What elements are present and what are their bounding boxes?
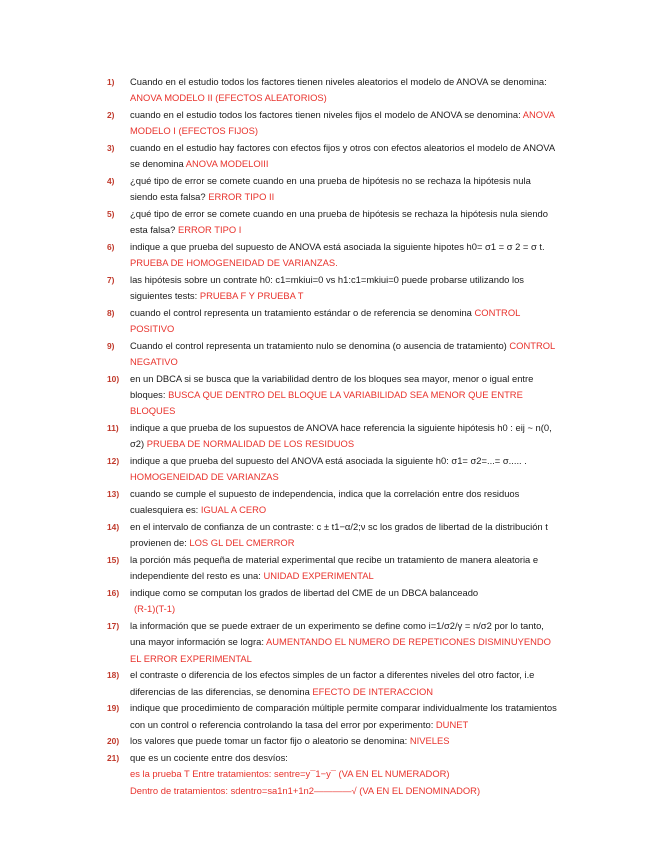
item-number: 9) [107, 341, 115, 351]
answer-text: PRUEBA DE NORMALIDAD DE LOS RESIDUOS [146, 438, 355, 450]
item-number: 16) [107, 588, 120, 599]
question-text: ¿qué tipo de error se comete cuando en una prueba de hipótesis se rechaza la hipótesis nula siendo esta falsa? [130, 208, 548, 236]
question-text: el contraste o diferencia de los efectos simples de un factor a diferentes niveles del otro factor, i.e diferencias de las diferencias, se denomina [130, 669, 535, 697]
answer-text: PRUEBA F Y PRUEBA T [199, 290, 304, 302]
answer-text: AUMENTANDO EL NUMERO DE REPETICONES DISMINUYENDO EL ERROR EXPERIMENTAL [130, 636, 551, 664]
list-item [107, 74, 557, 106]
question-text: indique a que prueba del supuesto de ANOVA está asociada la siguiente hipotes h0= σ1 = σ 2 = σ t. [130, 241, 545, 252]
question-text: la información que se puede extraer de un experimento se define como i=1/σ2/γ = n/σ2 por lo tanto, una mayor información se logra: [130, 620, 544, 648]
list-item [107, 206, 557, 238]
answer-text: UNIDAD EXPERIMENTAL [263, 570, 374, 582]
answer-text: ERROR TIPO I [177, 224, 242, 236]
question-text: Cuando en el estudio todos los factores tienen niveles aleatorios el modelo de ANOVA se denomina: [130, 76, 547, 87]
answer-text: NIVELES [409, 735, 450, 747]
list-item [107, 667, 557, 699]
question-text: cuando el control representa un tratamiento estándar o de referencia se denomina [130, 307, 475, 318]
question-text: indique como se computan los grados de libertad del CME de un DBCA balanceado [130, 587, 479, 599]
list-item [107, 239, 557, 271]
question-list [107, 74, 557, 799]
item-number: 19) [107, 703, 120, 714]
list-item [107, 338, 557, 370]
list-item [107, 618, 557, 667]
item-number: 1) [107, 77, 115, 87]
answer-text: IGUAL A CERO [200, 504, 267, 516]
question-text: los valores que puede tomar un factor fijo o aleatorio se denomina: [130, 735, 410, 747]
list-item [107, 140, 557, 172]
item-number: 6) [107, 242, 115, 252]
question-text: cuando en el estudio todos los factores tienen niveles fijos el modelo de ANOVA se denomina: [130, 109, 523, 120]
question-text: cuando se cumple el supuesto de independencia, indica que la correlación entre dos residuos cualesquiera es: [130, 488, 520, 516]
question-text: en un DBCA si se busca que la variabilidad dentro de los bloques sea mayor, menor o igual entre bloques: [130, 373, 534, 401]
list-item [107, 486, 557, 518]
answer-text: EFECTO DE INTERACCION [312, 685, 434, 697]
list-item [107, 750, 557, 799]
answer-text: BUSCA QUE DENTRO DEL BLOQUE LA VARIABILIDAD SEA MENOR QUE ENTRE BLOQUES [130, 389, 523, 417]
item-number: 13) [107, 489, 120, 500]
item-number: 18) [107, 670, 120, 681]
item-number: 15) [107, 555, 120, 566]
item-number: 12) [107, 456, 120, 467]
list-item [107, 107, 557, 139]
question-text: indique a que prueba del supuesto del ANOVA está asociada la siguiente h0: σ1= σ2=...= σ..... . [130, 455, 527, 467]
item-number: 20) [107, 736, 120, 747]
question-text: indique que procedimiento de comparación múltiple permite comparar individualmente los tratamientos con un control o referencia controlando la tasa del error por experimento: [130, 702, 557, 730]
answer-text: ANOVA MODELOIII [185, 158, 269, 170]
answer-text: es la prueba T Entre tratamientos: sentre=y¯1−y¯ (VA EN EL NUMERADOR) [130, 768, 450, 780]
list-item [107, 305, 557, 337]
question-text: Cuando el control representa un tratamiento nulo se denomina (o ausencia de tratamiento) [130, 340, 510, 351]
answer-text: ERROR TIPO II [208, 191, 275, 203]
question-text: ¿qué tipo de error se comete cuando en una prueba de hipótesis no se rechaza la hipótesis nula siendo esta falsa? [130, 175, 531, 203]
list-item [107, 453, 557, 485]
list-item [107, 585, 557, 617]
answer-text [130, 601, 557, 617]
list-item [107, 700, 557, 732]
answer-text: HOMOGENEIDAD DE VARIANZAS [130, 471, 279, 483]
list-item [107, 173, 557, 205]
list-item [107, 371, 557, 420]
item-number: 21) [107, 753, 120, 764]
list-item [107, 733, 557, 749]
item-number: 11) [107, 423, 119, 434]
list-item [107, 272, 557, 304]
question-text: en el intervalo de confianza de un contraste: c ± t1−α/2;ν sc los grados de libertad de la distribución t provienen de: [130, 521, 548, 549]
list-item [107, 552, 557, 584]
list-item [107, 420, 557, 452]
answer-text: ANOVA MODELO I (EFECTOS FIJOS) [130, 109, 555, 137]
list-item [107, 519, 557, 551]
answer-text: ANOVA MODELO II (EFECTOS ALEATORIOS) [130, 92, 327, 104]
answer-text: DUNET [435, 718, 469, 730]
item-number: 4) [107, 176, 115, 186]
answer-value: (R-1)(T-1) [134, 603, 176, 615]
question-text: las hipótesis sobre un contrate h0: c1=mkiui=0 vs h1:c1=mkiui=0 puede probarse utilizando los siguientes tests: [130, 274, 524, 302]
answer-text: PRUEBA DE HOMOGENEIDAD DE VARIANZAS. [130, 257, 338, 269]
answer-text: CONTROL NEGATIVO [130, 340, 555, 368]
item-number: 2) [107, 110, 115, 120]
question-text: la porción más pequeña de material experimental que recibe un tratamiento de manera aleatoria e independiente del resto es una: [130, 554, 539, 582]
item-number: 14) [107, 522, 120, 533]
item-number: 17) [107, 621, 120, 632]
item-number: 5) [107, 209, 115, 219]
question-text: indique a que prueba de los supuestos de ANOVA hace referencia la siguiente hipótesis h0 : eij ~ n(0, σ2) [130, 422, 552, 450]
answer-text: LOS GL DEL CMERROR [189, 537, 295, 549]
answer-text: CONTROL POSITIVO [130, 307, 520, 335]
question-text: cuando en el estudio hay factores con efectos fijos y otros con efectos aleatorios el modelo de ANOVA se denomina [130, 142, 555, 170]
item-number: 7) [107, 275, 115, 285]
question-text: que es un cociente entre dos desvíos: [130, 752, 288, 764]
item-number: 3) [107, 143, 115, 153]
item-number: 8) [107, 308, 115, 318]
item-number: 10) [107, 374, 120, 384]
answer-text-secondary: Dentro de tratamientos: sdentro=sa1n1+1n2————√ (VA EN EL DENOMINADOR) [130, 784, 481, 796]
